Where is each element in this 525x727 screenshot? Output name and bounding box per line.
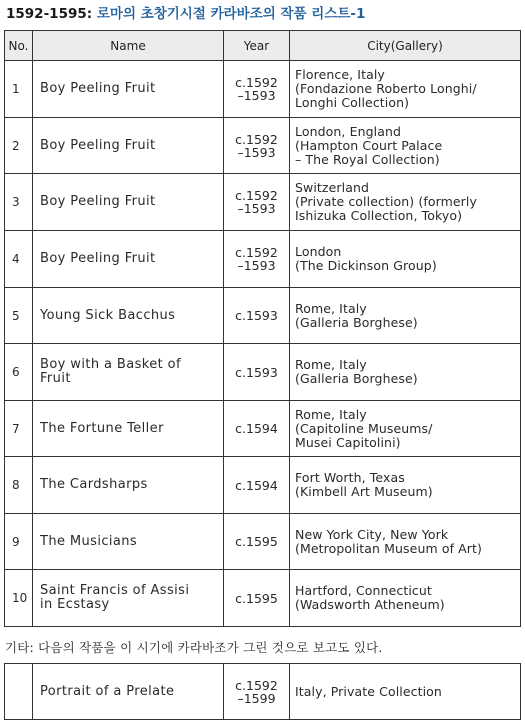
cell-no: 5 bbox=[5, 288, 33, 344]
cell-city-line: (Metropolitan Museum of Art) bbox=[295, 540, 483, 556]
cell-city-line: Fort Worth, Texas bbox=[295, 470, 405, 485]
cell-no: 2 bbox=[5, 118, 33, 174]
column-header-name: Name bbox=[33, 31, 224, 61]
cell-year-line: c.1595 bbox=[235, 534, 278, 549]
cell-city-line: Italy, Private Collection bbox=[295, 683, 442, 699]
cell-name-line: Portrait of a Prelate bbox=[40, 683, 175, 699]
cell-name-line: Young Sick Bacchus bbox=[40, 307, 176, 323]
cell-city-line: (Galleria Borghese) bbox=[295, 371, 418, 386]
cell-name bbox=[33, 344, 224, 401]
cell-name bbox=[33, 288, 224, 344]
cell-name-line: Boy Peeling Fruit bbox=[40, 137, 156, 153]
cell-city bbox=[290, 344, 521, 401]
column-header-city: City(Gallery) bbox=[290, 31, 521, 61]
cell-name-line: The Fortune Teller bbox=[40, 420, 164, 436]
cell-name-line: The Cardsharps bbox=[40, 477, 148, 492]
cell-name bbox=[33, 664, 224, 720]
table-row bbox=[5, 570, 521, 627]
cell-no bbox=[5, 664, 33, 720]
cell-name-line: in Ecstasy bbox=[40, 597, 110, 612]
cell-year bbox=[224, 664, 290, 720]
cell-city-line: Rome, Italy bbox=[295, 406, 367, 422]
cell-year-line: –1593 bbox=[237, 201, 276, 216]
table-row bbox=[5, 118, 521, 174]
cell-city-line: Ishizuka Collection, Tokyo) bbox=[295, 208, 463, 223]
cell-city-line: New York City, New York bbox=[295, 526, 449, 542]
cell-no: 3 bbox=[5, 174, 33, 231]
column-header-no: No. bbox=[5, 31, 33, 61]
cell-name bbox=[33, 118, 224, 174]
cell-city bbox=[290, 61, 521, 118]
cell-year bbox=[224, 514, 290, 570]
table-row bbox=[5, 664, 521, 720]
table-row bbox=[5, 457, 521, 514]
cell-year bbox=[224, 231, 290, 288]
cell-city-line: Switzerland bbox=[295, 180, 370, 195]
cell-city bbox=[290, 231, 521, 288]
cell-name bbox=[33, 231, 224, 288]
cell-year-line: –1599 bbox=[237, 690, 276, 706]
table-row bbox=[5, 174, 521, 231]
page-heading bbox=[6, 2, 365, 28]
cell-city bbox=[290, 664, 521, 720]
cell-year bbox=[224, 344, 290, 401]
cell-no: 8 bbox=[5, 457, 33, 514]
cell-no: 6 bbox=[5, 344, 33, 401]
cell-city-line: Longhi Collection) bbox=[295, 95, 410, 110]
cell-year bbox=[224, 401, 290, 457]
cell-no: 7 bbox=[5, 401, 33, 457]
cell-name bbox=[33, 457, 224, 514]
cell-year-line: c.1592 bbox=[235, 131, 278, 147]
cell-year bbox=[224, 174, 290, 231]
cell-year bbox=[224, 457, 290, 514]
cell-city-line: (Private collection) (formerly bbox=[295, 194, 477, 209]
cell-city-line: (Wadsworth Atheneum) bbox=[295, 597, 445, 612]
cell-name-line: Boy with a Basket of bbox=[40, 357, 181, 372]
cell-city-line: (Hampton Court Palace bbox=[295, 137, 443, 153]
cell-year-line: –1593 bbox=[237, 88, 276, 103]
cell-year-line: c.1593 bbox=[235, 364, 278, 380]
cell-city-line: (Galleria Borghese) bbox=[295, 314, 418, 330]
cell-year bbox=[224, 118, 290, 174]
extra-works-table bbox=[4, 663, 521, 720]
heading-title: 로마의 초창기시절 카라바조의 작품 리스트-1 bbox=[96, 6, 366, 22]
table-row bbox=[5, 288, 521, 344]
cell-year-line: c.1593 bbox=[235, 308, 278, 323]
cell-city-line: – The Royal Collection) bbox=[295, 151, 440, 167]
cell-city-line: London, England bbox=[295, 123, 402, 139]
cell-year-line: –1593 bbox=[237, 144, 276, 160]
cell-year-line: c.1592 bbox=[235, 75, 278, 90]
works-table bbox=[4, 30, 521, 627]
cell-year-line: c.1592 bbox=[235, 677, 278, 693]
cell-city-line: (The Dickinson Group) bbox=[295, 258, 437, 273]
cell-city bbox=[290, 174, 521, 231]
cell-no: 10 bbox=[5, 570, 33, 627]
table-row bbox=[5, 514, 521, 570]
heading-years: 1592-1595: bbox=[6, 6, 93, 22]
cell-name bbox=[33, 61, 224, 118]
cell-city-line: Rome, Italy bbox=[295, 357, 367, 372]
cell-city-line: Hartford, Connecticut bbox=[295, 583, 432, 598]
table-header-row bbox=[5, 31, 521, 61]
cell-name bbox=[33, 401, 224, 457]
cell-year-line: c.1592 bbox=[235, 245, 278, 260]
cell-city bbox=[290, 401, 521, 457]
cell-no: 1 bbox=[5, 61, 33, 118]
cell-year-line: –1593 bbox=[237, 258, 276, 273]
extra-works-table-body bbox=[5, 664, 521, 720]
works-table-body bbox=[5, 61, 521, 627]
cell-city-line: (Kimbell Art Museum) bbox=[295, 484, 433, 499]
cell-year-line: c.1594 bbox=[235, 421, 278, 436]
cell-name bbox=[33, 514, 224, 570]
cell-year-line: c.1595 bbox=[235, 590, 278, 606]
cell-name-line: The Musicians bbox=[40, 533, 138, 549]
table-row bbox=[5, 401, 521, 457]
cell-name bbox=[33, 570, 224, 627]
cell-name-line: Boy Peeling Fruit bbox=[40, 81, 156, 96]
cell-city bbox=[290, 288, 521, 344]
cell-city-line: (Capitoline Museums/ bbox=[295, 420, 433, 436]
cell-no: 9 bbox=[5, 514, 33, 570]
note-text: 기타: 다음의 작품을 이 시기에 카라바조가 그린 것으로 보고도 있다. bbox=[5, 640, 383, 655]
cell-year-line: c.1594 bbox=[235, 477, 278, 493]
table-row bbox=[5, 61, 521, 118]
cell-city-line: Musei Capitolini) bbox=[295, 434, 401, 450]
column-header-year: Year bbox=[224, 31, 290, 61]
table-row bbox=[5, 231, 521, 288]
cell-name-line: Boy Peeling Fruit bbox=[40, 194, 156, 209]
cell-city-line: (Fondazione Roberto Longhi/ bbox=[295, 81, 477, 96]
cell-name bbox=[33, 174, 224, 231]
cell-year-line: c.1592 bbox=[235, 188, 278, 203]
cell-name-line: Fruit bbox=[40, 371, 71, 386]
cell-year bbox=[224, 288, 290, 344]
cell-city-line: London bbox=[295, 244, 342, 259]
cell-city bbox=[290, 118, 521, 174]
cell-year bbox=[224, 570, 290, 627]
cell-city bbox=[290, 514, 521, 570]
cell-name-line: Saint Francis of Assisi bbox=[40, 583, 190, 598]
cell-city-line: Rome, Italy bbox=[295, 300, 367, 316]
cell-city-line: Florence, Italy bbox=[295, 67, 385, 82]
cell-year bbox=[224, 61, 290, 118]
cell-city bbox=[290, 570, 521, 627]
cell-no: 4 bbox=[5, 231, 33, 288]
cell-name-line: Boy Peeling Fruit bbox=[40, 251, 156, 266]
table-row bbox=[5, 344, 521, 401]
cell-city bbox=[290, 457, 521, 514]
